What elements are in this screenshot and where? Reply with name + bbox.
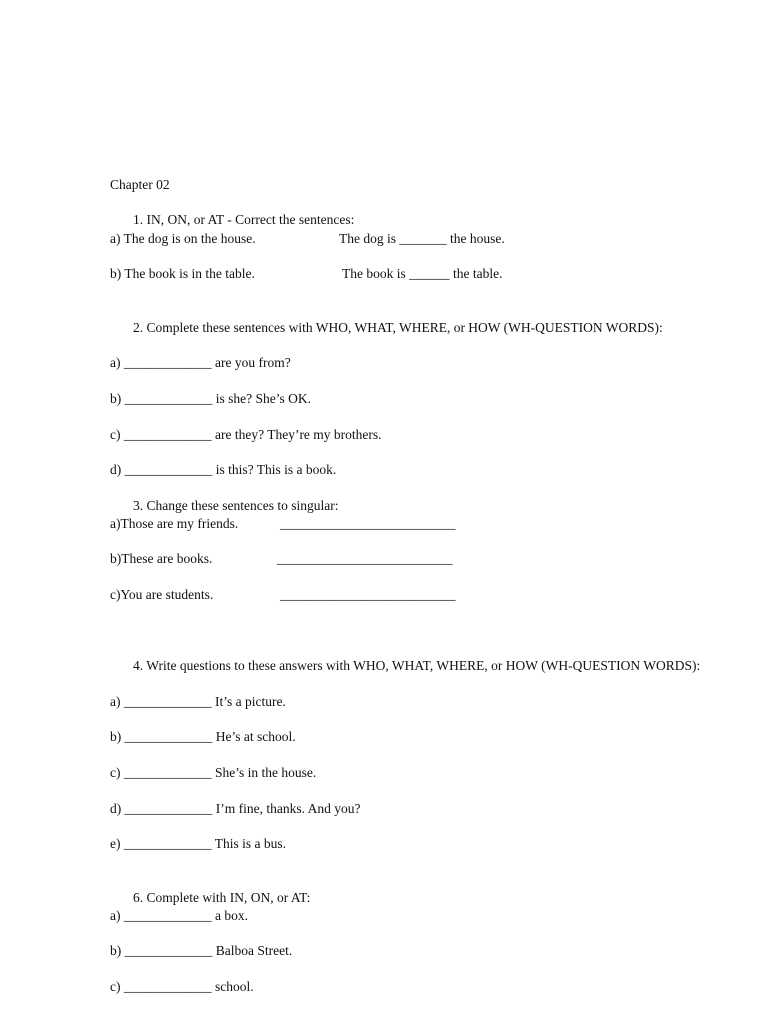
chapter-title: Chapter 02 <box>110 177 170 192</box>
section-4-item: e) _____________ This is a bus. <box>110 836 286 851</box>
section-3-answer-line-a: __________________________ <box>280 516 456 531</box>
section-4-heading: 4. Write questions to these answers with WHO, WHAT, WHERE, or HOW (WH-QUESTION WORDS): <box>133 658 701 673</box>
section-3-item-c: c)You are students. <box>110 587 214 602</box>
section-4-item: c) _____________ She’s in the house. <box>110 765 317 780</box>
section-1-item-a-corrected: The dog is _______ the house. <box>339 231 505 246</box>
section-6-item: c) _____________ school. <box>110 979 254 994</box>
section-4-item: a) _____________ It’s a picture. <box>110 694 286 709</box>
section-2-heading: 2. Complete these sentences with WHO, WHAT, WHERE, or HOW (WH-QUESTION WORDS): <box>133 320 663 335</box>
section-1-heading: 1. IN, ON, or AT - Correct the sentences: <box>133 212 355 227</box>
section-2-item: a) _____________ are you from? <box>110 355 291 370</box>
section-1-item-b-corrected: The book is ______ the table. <box>342 266 503 281</box>
section-6-item: b) _____________ Balboa Street. <box>110 943 293 958</box>
section-4-item: b) _____________ He’s at school. <box>110 729 296 744</box>
section-6-heading: 6. Complete with IN, ON, or AT: <box>133 890 311 905</box>
section-3-item-a: a)Those are my friends. <box>110 516 239 531</box>
section-3-answer-line-b: __________________________ <box>277 551 453 566</box>
section-1-item-b-original: b) The book is in the table. <box>110 266 255 281</box>
section-2-item: c) _____________ are they? They’re my brothers. <box>110 427 382 442</box>
section-6-item: a) _____________ a box. <box>110 908 248 923</box>
section-4-item: d) _____________ I’m fine, thanks. And you? <box>110 801 361 816</box>
section-3-heading: 3. Change these sentences to singular: <box>133 498 339 513</box>
section-2-item: b) _____________ is she? She’s OK. <box>110 391 311 406</box>
section-3-item-b: b)These are books. <box>110 551 213 566</box>
section-3-answer-line-c: __________________________ <box>280 587 456 602</box>
section-1-item-a-original: a) The dog is on the house. <box>110 231 256 246</box>
section-2-item: d) _____________ is this? This is a book. <box>110 462 337 477</box>
